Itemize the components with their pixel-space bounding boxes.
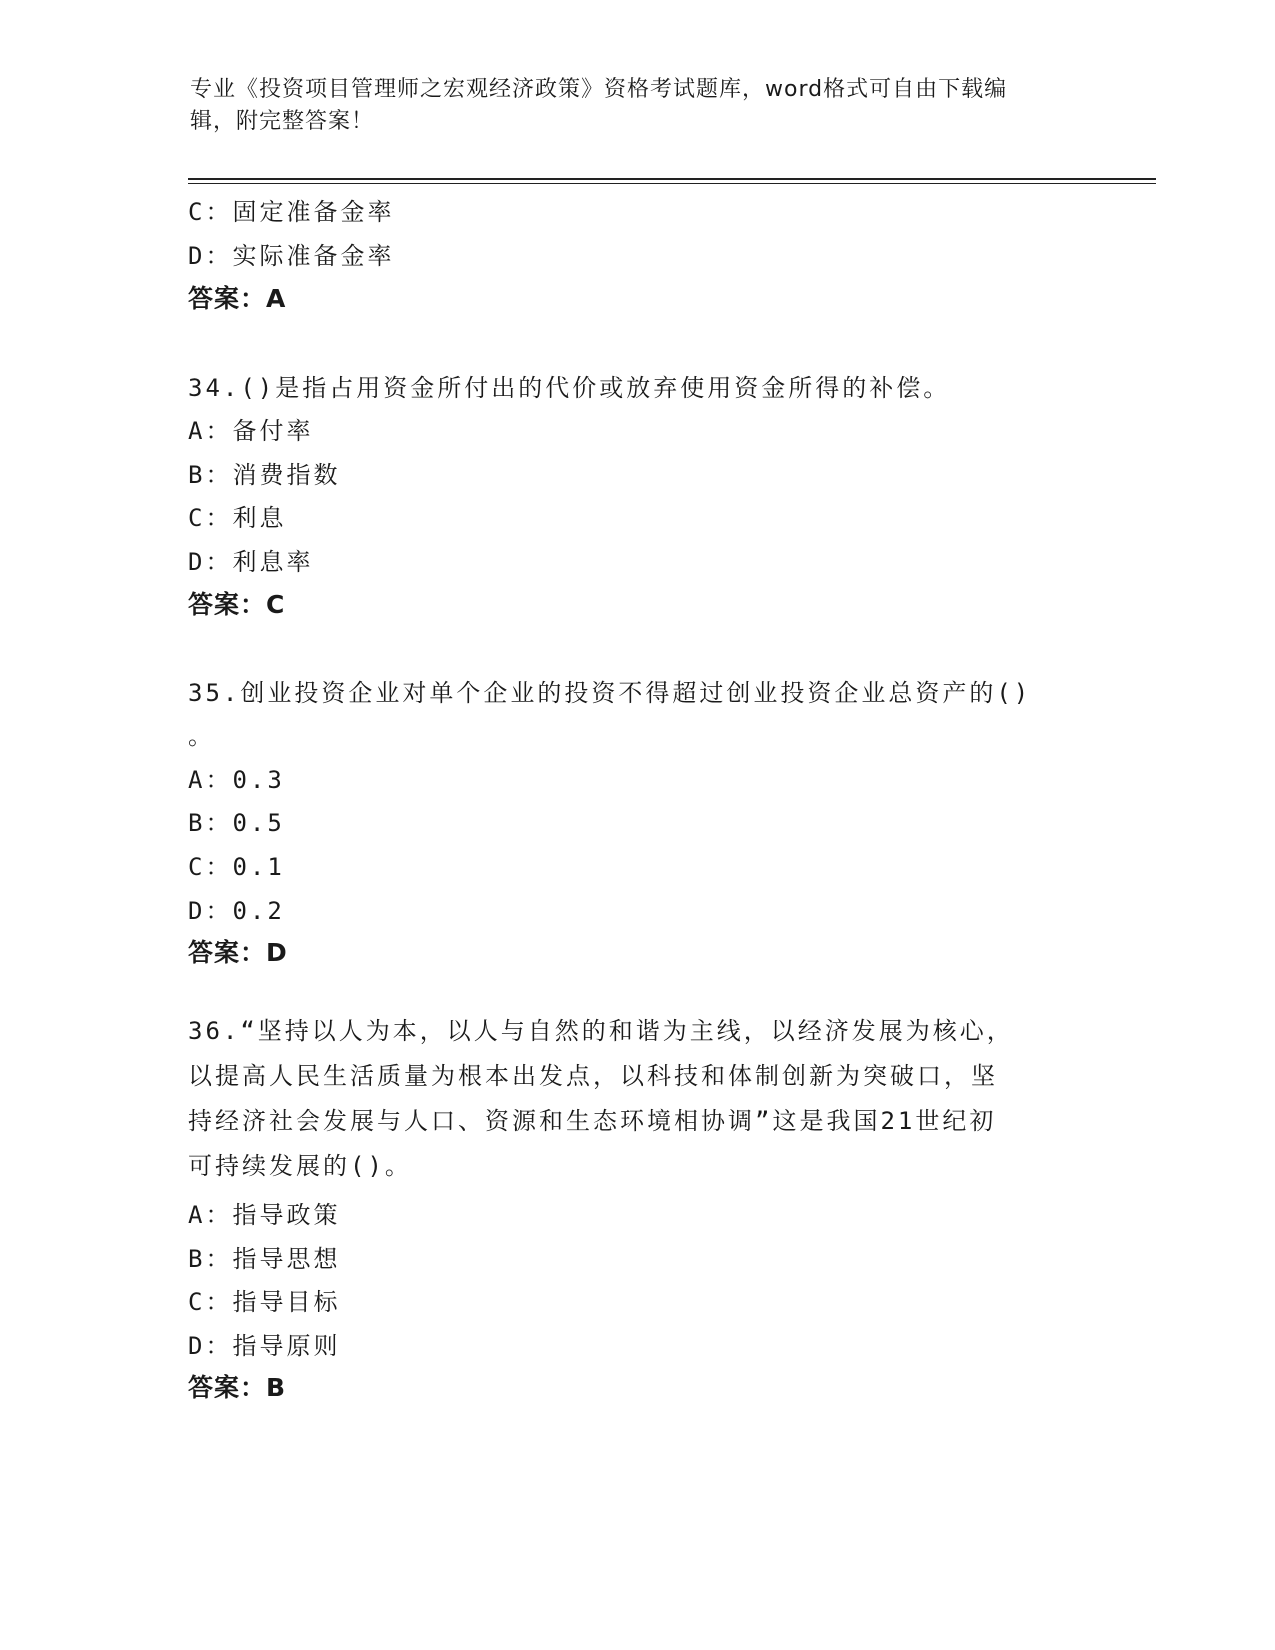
q36-option-d: D：指导原则 (188, 1332, 341, 1360)
q36-stem (188, 1009, 1088, 1189)
q36-stem-line-2: 以提高人民生活质量为根本出发点，以科技和体制创新为突破口，坚 (188, 1062, 998, 1090)
q33-option-d: D：实际准备金率 (188, 242, 395, 270)
header-line-2: 辑，附完整答案！ (190, 109, 375, 134)
header-rule-thick (188, 178, 1156, 180)
q35-stem-line-2: 。 (188, 722, 215, 750)
document-header (190, 74, 1090, 138)
q36-stem-line-1: 36.“坚持以人为本，以人与自然的和谐为主线，以经济发展为核心， (188, 1017, 1014, 1045)
q35-option-d: D：0.2 (188, 897, 285, 925)
q36-option-a: A：指导政策 (188, 1201, 341, 1229)
q33-answer: 答案：A (188, 284, 287, 313)
q36-option-b: B：指导思想 (188, 1245, 341, 1273)
q34-option-c: C：利息 (188, 504, 287, 532)
header-rule-thin (188, 183, 1156, 184)
q35-option-b: B：0.5 (188, 809, 285, 837)
q34-option-d: D：利息率 (188, 548, 314, 576)
header-line-1: 专业《投资项目管理师之宏观经济政策》资格考试题库，word格式可自由下载编 (190, 77, 1008, 102)
q35-stem-line-1: 35.创业投资企业对单个企业的投资不得超过创业投资企业总资产的() (188, 679, 1032, 707)
q36-stem-line-4: 可持续发展的()。 (188, 1152, 412, 1180)
q33-option-c: C：固定准备金率 (188, 198, 395, 226)
q34-option-b: B：消费指数 (188, 461, 341, 489)
q34-stem: 34.()是指占用资金所付出的代价或放弃使用资金所得的补偿。 (188, 374, 951, 402)
q36-stem-line-3: 持经济社会发展与人口、资源和生态环境相协调”这是我国21世纪初 (188, 1107, 997, 1135)
q35-option-a: A：0.3 (188, 766, 285, 794)
q36-option-c: C：指导目标 (188, 1288, 341, 1316)
q34-option-a: A：备付率 (188, 417, 314, 445)
q34-answer: 答案：C (188, 590, 286, 619)
q36-answer: 答案：B (188, 1373, 287, 1402)
q35-answer: 答案：D (188, 938, 288, 967)
q35-option-c: C：0.1 (188, 853, 285, 881)
